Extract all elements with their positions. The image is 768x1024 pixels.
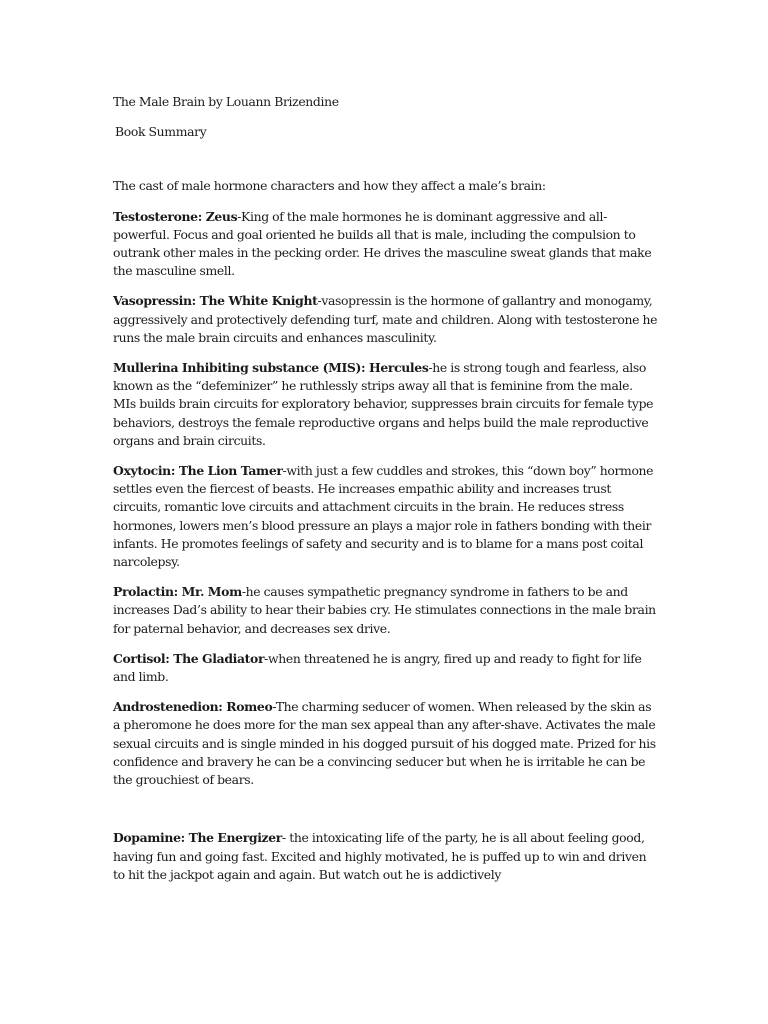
entry-term: Prolactin: Mr. Mom — [113, 584, 242, 600]
entry-text: -when threatened he is angry, fired up and ready to fight for life and limb. — [113, 650, 642, 685]
entry-prolactin — [113, 583, 658, 638]
entry-term: Androstenedion: Romeo — [113, 699, 273, 715]
entry-term: Cortisol: The Gladiator — [113, 650, 265, 666]
entry-oxytocin — [113, 462, 658, 571]
entry-term: Testosterone: Zeus — [113, 208, 238, 224]
entry-mis — [113, 359, 658, 450]
entry-term: Vasopressin: The White Knight — [113, 293, 318, 309]
entry-text: -King of the male hormones he is dominant aggressive and all-powerful. Focus and goal oriented he builds all that is male, including the compulsion to outrank other males in the pecking order. He drives the masculine sweat glands that make the masculine smell. — [113, 208, 652, 279]
entry-text: - the intoxicating life of the party, he is all about feeling good, having fun and going fast. Excited and highly motivated, he is puffed up to win and driven to hit the jackpot again and again. But watch out he is addictively — [113, 830, 647, 882]
entry-cortisol — [113, 650, 658, 686]
entry-androstenedion — [113, 698, 658, 789]
document-subtitle: Book Summary — [115, 124, 207, 140]
entry-term: Oxytocin: The Lion Tamer — [113, 463, 283, 479]
intro-paragraph: The cast of male hormone characters and how they affect a male’s brain: — [113, 178, 546, 194]
entry-text: -vasopressin is the hormone of gallantry and monogamy, aggressively and protectively defending turf, mate and children. Along with testosterone he runs the male brain circuits and enhances masculinity. — [113, 293, 658, 345]
entry-dopamine — [113, 829, 658, 884]
entry-term: Dopamine: The Energizer — [113, 830, 282, 846]
entry-vasopressin — [113, 292, 658, 347]
entry-term: Mullerina Inhibiting substance (MIS): Hercules — [113, 360, 429, 376]
document-content — [113, 93, 658, 896]
entry-text: -he is strong tough and fearless, also known as the “defeminizer” he ruthlessly strips away all that is feminine from the male. MIs builds brain circuits for exploratory behavior, suppresses brain circuits for female type behaviors, destroys the female reproductive organs and helps build the male reproductive organs and brain circuits. — [113, 360, 654, 448]
entry-text: -The charming seducer of women. When released by the skin as a pheromone he does more for the man sex appeal than any after-shave. Activates the male sexual circuits and is single minded in his dogged pursuit of his dogged mate. Prized for his confidence and bravery he can be a convincing seducer but when he is irritable he can be the grouchiest of bears. — [113, 699, 656, 788]
document-title: The Male Brain by Louann Brizendine — [113, 94, 339, 109]
entry-text: -with just a few cuddles and strokes, this “down boy” hormone settles even the fiercest of beasts. He increases empathic ability and increases trust circuits, romantic love circuits and attachment circuits in the brain. He reduces stress hormones, lowers men’s blood pressure an plays a major role in fathers bonding with their infants. He promotes feelings of safety and security and is to blame for a mans post coital narcolepsy. — [113, 463, 654, 570]
entry-text: -he causes sympathetic pregnancy syndrome in fathers to be and increases Dad’s ability to hear their babies cry. He stimulates connections in the male brain for paternal behavior, and decreases sex drive. — [113, 584, 656, 636]
entry-testosterone — [113, 208, 658, 281]
